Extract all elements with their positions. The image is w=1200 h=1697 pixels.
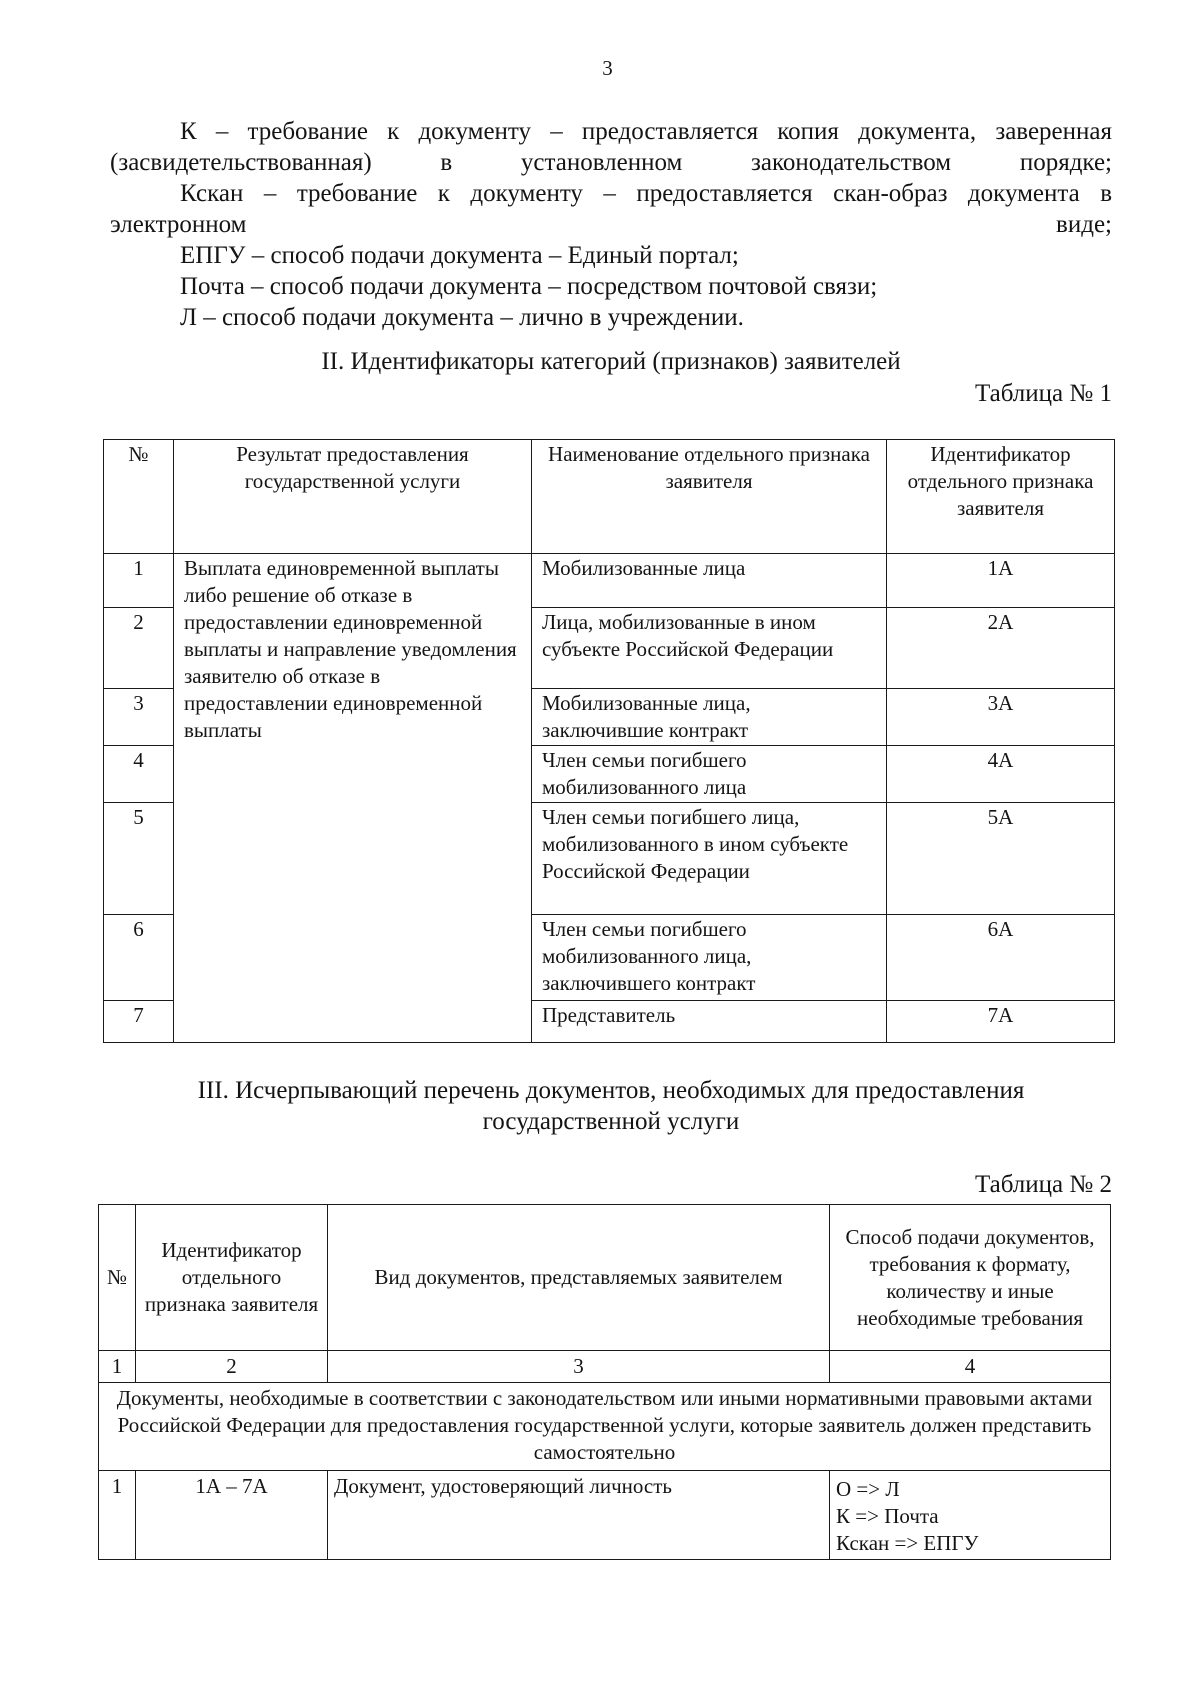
column-number: 3 [328, 1351, 830, 1383]
document-type: Документ, удостоверяющий личность [328, 1471, 830, 1560]
row-num: 6 [104, 915, 174, 1001]
attribute-name: Представитель [532, 1001, 887, 1043]
method-line: О => Л [836, 1477, 900, 1501]
column-number: 1 [99, 1351, 136, 1383]
result-cell: Выплата единовременной выплаты либо решение об отказе в предоставлении единовременной выплаты и направление уведомления заявителю об отказе в предоставлении единовременной выплаты [174, 554, 532, 1043]
attribute-id: 1А [887, 554, 1115, 608]
group-header: Документы, необходимые в соответствии с законодательством или иными нормативными правовыми актами Российской Федерации для предоставления государственной услуги, которые заявитель должен представить самостоятельно [99, 1383, 1111, 1471]
definition-kskan: Кскан – требование к документу – предоставляется скан-образ документа в электронном виде; [110, 180, 1112, 238]
definition-k: К – требование к документу – предоставляется копия документа, заверенная (засвидетельствованная) в установленном законодательством порядке; [110, 118, 1112, 176]
row-num: 5 [104, 803, 174, 915]
column-number: 4 [830, 1351, 1111, 1383]
definition-l: Л – способ подачи документа – лично в учреждении. [180, 304, 744, 331]
header-attribute-name: Наименование отдельного признака заявителя [532, 440, 887, 554]
attribute-id: 2А [887, 608, 1115, 689]
table-2-caption: Таблица № 2 [974, 1171, 1112, 1198]
definition-pochta: Почта – способ подачи документа – посредством почтовой связи; [180, 273, 878, 300]
attribute-id: 6А [887, 915, 1115, 1001]
header-num: № [104, 440, 174, 554]
page-number: 3 [602, 56, 613, 80]
definition-epgu: ЕПГУ – способ подачи документа – Единый портал; [180, 242, 739, 269]
header-attribute-id: Идентификатор отдельного признака заявителя [887, 440, 1115, 554]
section-3-title: III. Исчерпывающий перечень документов, необходимых для предоставления государственной услуги [197, 1077, 1025, 1135]
applicant-categories-table [103, 439, 1115, 1043]
table-1-caption: Таблица № 1 [974, 380, 1112, 407]
row-num: 2 [104, 608, 174, 689]
group-header-row [99, 1383, 1111, 1471]
attribute-name: Член семьи погибшего мобилизованного лица, заключившего контракт [532, 915, 887, 1001]
table-row [99, 1471, 1111, 1560]
header-attribute-id: Идентификатор отдельного признака заявителя [136, 1205, 328, 1351]
row-num: 1 [99, 1471, 136, 1560]
row-num: 3 [104, 689, 174, 746]
attribute-name: Мобилизованные лица [532, 554, 887, 608]
attribute-id: 3А [887, 689, 1115, 746]
method-line: К => Почта [836, 1504, 939, 1528]
header-result: Результат предоставления государственной услуги [174, 440, 532, 554]
attribute-name: Член семьи погибшего лица, мобилизованного в ином субъекте Российской Федерации [532, 803, 887, 915]
table-row [104, 554, 1115, 608]
column-numbers-row [99, 1351, 1111, 1383]
attribute-ids: 1А – 7А [136, 1471, 328, 1560]
section-2-title: II. Идентификаторы категорий (признаков) заявителей [321, 348, 901, 375]
column-number: 2 [136, 1351, 328, 1383]
attribute-name: Член семьи погибшего мобилизованного лица [532, 746, 887, 803]
intro-definitions [110, 116, 1112, 333]
header-num: № [99, 1205, 136, 1351]
documents-table [98, 1204, 1111, 1560]
attribute-name: Мобилизованные лица, заключившие контракт [532, 689, 887, 746]
submission-methods [830, 1471, 1111, 1560]
row-num: 1 [104, 554, 174, 608]
row-num: 4 [104, 746, 174, 803]
attribute-id: 7А [887, 1001, 1115, 1043]
attribute-id: 4А [887, 746, 1115, 803]
attribute-id: 5А [887, 803, 1115, 915]
method-line: Кскан => ЕПГУ [836, 1531, 979, 1555]
row-num: 7 [104, 1001, 174, 1043]
table-header-row [104, 440, 1115, 554]
table-header-row [99, 1205, 1111, 1351]
header-submission-method: Способ подачи документов, требования к формату, количеству и иные необходимые требования [830, 1205, 1111, 1351]
header-document-type: Вид документов, представляемых заявителем [328, 1205, 830, 1351]
attribute-name: Лица, мобилизованные в ином субъекте Российской Федерации [532, 608, 887, 689]
